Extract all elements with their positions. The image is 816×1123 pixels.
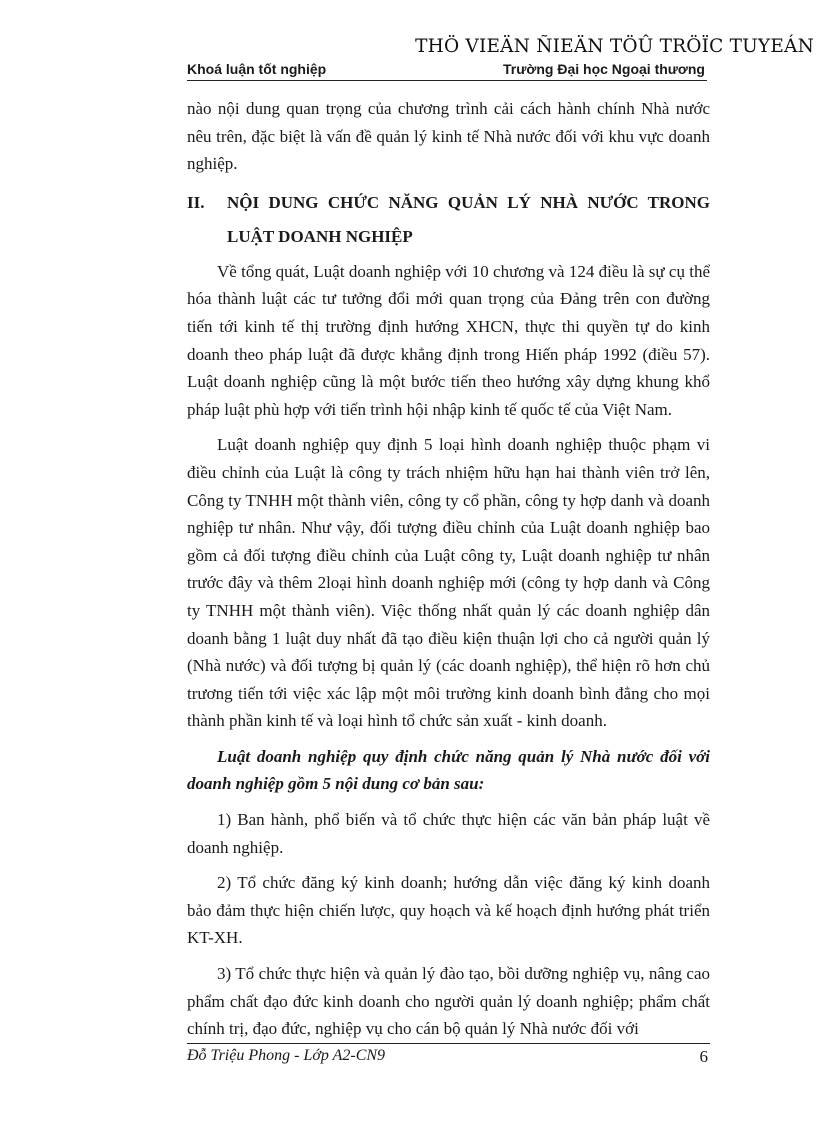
list-item-1: 1) Ban hành, phổ biến và tổ chức thực hiện các văn bản pháp luật về doanh nghiệp. [187,810,710,857]
header-thesis-label: Khoá luận tốt nghiệp [187,61,327,77]
page-header [187,61,707,81]
page-content [187,95,710,1051]
page-footer [187,1043,710,1067]
section-number: II. [187,192,205,212]
intro-paragraph: nào nội dung quan trọng của chương trình cải cách hành chính Nhà nước nêu trên, đặc biệt là vấn đề quản lý kinh tế Nhà nước đối với khu vực doanh nghiệp. [187,99,710,174]
footer-author: Đỗ Triệu Phong - Lớp A2-CN9 [187,1047,386,1064]
watermark-text: THÖ VIEÄN ÑIEÄN TÖÛ TRÖÏC TUYEÁN [415,36,814,57]
list-item-3: 3) Tổ chức thực hiện và quản lý đào tạo, bồi dưỡng nghiệp vụ, nâng cao phẩm chất đạo đức kinh doanh cho người quản lý doanh nghiệp; phẩm chất chính trị, đạo đức, nghiệp vụ cho cán bộ quản lý Nhà nước đối với [187,964,710,1039]
header-university-label: Trường Đại học Ngoại thương [503,61,705,77]
page-number: 6 [699,1047,708,1066]
paragraph-overview: Về tổng quát, Luật doanh nghiệp với 10 chương và 124 điều là sự cụ thể hóa thành luật các tư tưởng đổi mới quan trọng của Đảng trên con đường tiến tới kinh tế thị trường định hướng XHCN, thực thi quyền tự do kinh doanh theo pháp luật đã được khẳng định trong Hiến pháp 1992 (điều 57). Luật doanh nghiệp cũng là một bước tiến theo hướng xây dựng khung khổ pháp luật phù hợp với tiến trình hội nhập kinh tế quốc tế của Việt Nam. [187,261,710,419]
list-item-2: 2) Tổ chức đăng ký kinh doanh; hướng dẫn việc đăng ký kinh doanh bảo đảm thực hiện chiến lược, quy hoạch và kế hoạch định hướng phát triển KT-XH. [187,873,710,948]
paragraph-enterprise-types: Luật doanh nghiệp quy định 5 loại hình doanh nghiệp thuộc phạm vi điều chỉnh của Luật là công ty trách nhiệm hữu hạn hai thành viên trở lên, Công ty TNHH một thành viên, công ty cổ phần, công ty hợp danh và doanh nghiệp tư nhân. Như vậy, đối tượng điều chỉnh của Luật doanh nghiệp bao gồm cả đối tượng điều chỉnh của Luật công ty, Luật doanh nghiệp tư nhân trước đây và thêm 2loại hình doanh nghiệp mới (công ty hợp danh và Công ty TNHH một thành viên). Việc thống nhất quản lý các doanh nghiệp dân doanh bằng 1 luật duy nhất đã tạo điều kiện thuận lợi cho cả người quản lý (Nhà nước) và đối tượng bị quản lý (các doanh nghiệp), thể hiện rõ hơn chủ trương tiến tới việc xác lập một môi trường kinh doanh bình đẳng cho mọi thành phần kinh tế và loại hình tổ chức sản xuất - kinh doanh. [187,435,710,731]
emphasis-paragraph: Luật doanh nghiệp quy định chức năng quản lý Nhà nước đối với doanh nghiệp gồm 5 nội dung cơ bản sau: [187,746,710,794]
section-title: NỘI DUNG CHỨC NĂNG QUẢN LÝ NHÀ NƯỚC TRONG LUẬT DOANH NGHIỆP [227,192,710,246]
section-heading [187,186,710,254]
